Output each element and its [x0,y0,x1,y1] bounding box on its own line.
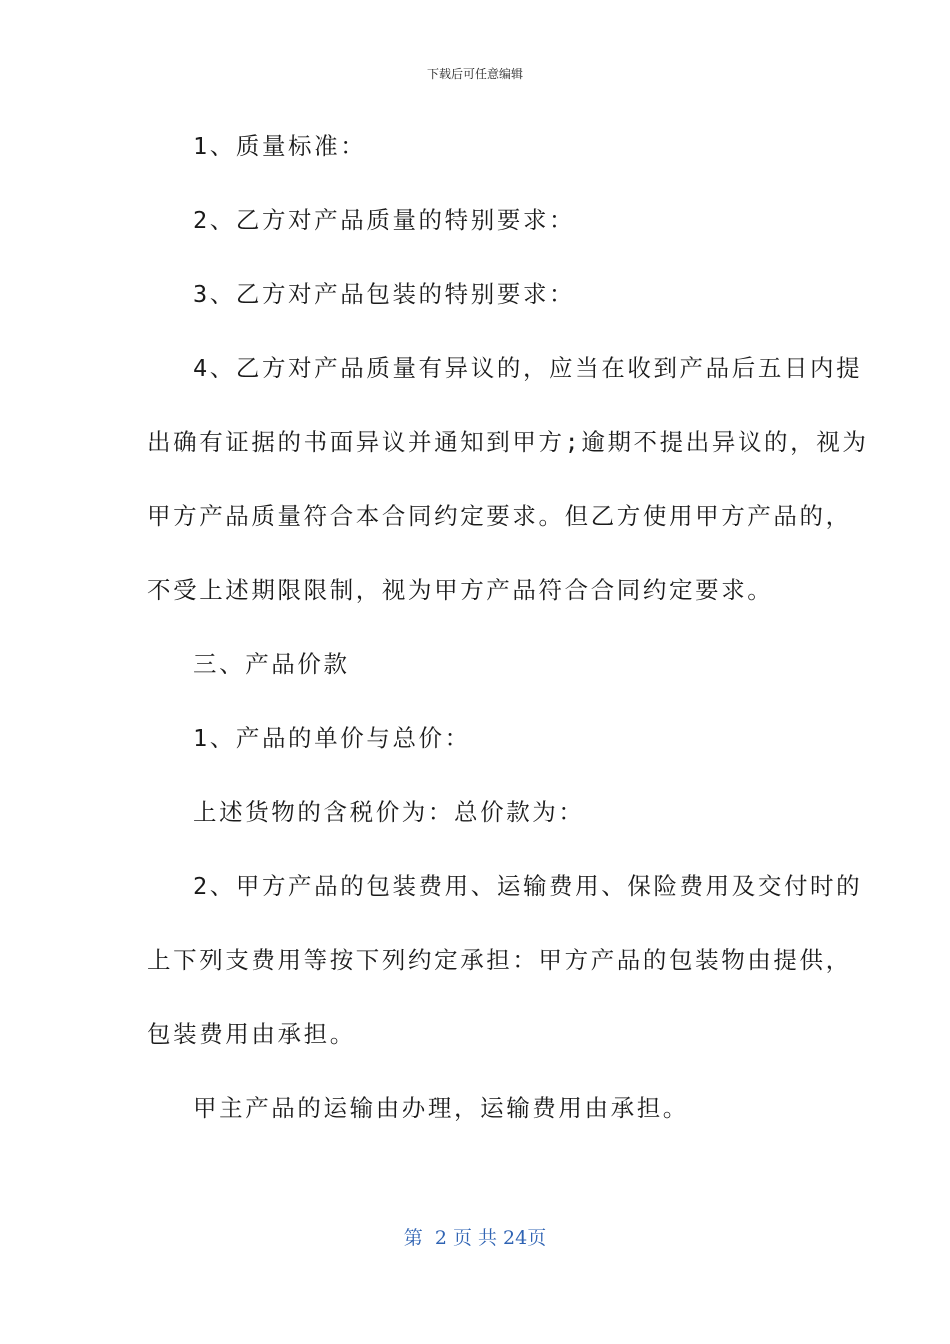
document-body [147,126,869,1162]
clause-packaging-requirements: 3、乙方对产品包装的特别要求： [193,280,576,308]
clause-fees-cont-1: 上下列支费用等按下列约定承担：甲方产品的包装物由提供， [147,946,852,974]
section-heading-price: 三、产品价款 [193,650,350,678]
page-number-footer: 第 2 页 共 24页 [403,1227,547,1249]
clause-quality-requirements: 2、乙方对产品质量的特别要求： [193,206,576,234]
clause-quality-objection-cont-3: 不受上述期限限制，视为甲方产品符合合同约定要求。 [147,576,774,604]
clause-transport: 甲主产品的运输由办理，运输费用由承担。 [193,1094,689,1122]
clause-fees: 2、甲方产品的包装费用、运输费用、保险费用及交付时的 [193,872,863,900]
clause-fees-cont-2: 包装费用由承担。 [147,1020,356,1048]
clause-quality-objection: 4、乙方对产品质量有异议的，应当在收到产品后五日内提 [193,354,863,382]
clause-unit-total-price: 1、产品的单价与总价： [193,724,471,752]
clause-quality-standard: 1、质量标准： [193,132,367,160]
clause-quality-objection-cont-2: 甲方产品质量符合本合同约定要求。但乙方使用甲方产品的， [147,502,852,530]
clause-tax-inclusive-price: 上述货物的含税价为：总价款为： [193,798,585,826]
clause-quality-objection-cont-1: 出确有证据的书面异议并通知到甲方;逾期不提出异议的，视为 [147,428,869,456]
header-note: 下载后可任意编辑 [426,67,523,81]
